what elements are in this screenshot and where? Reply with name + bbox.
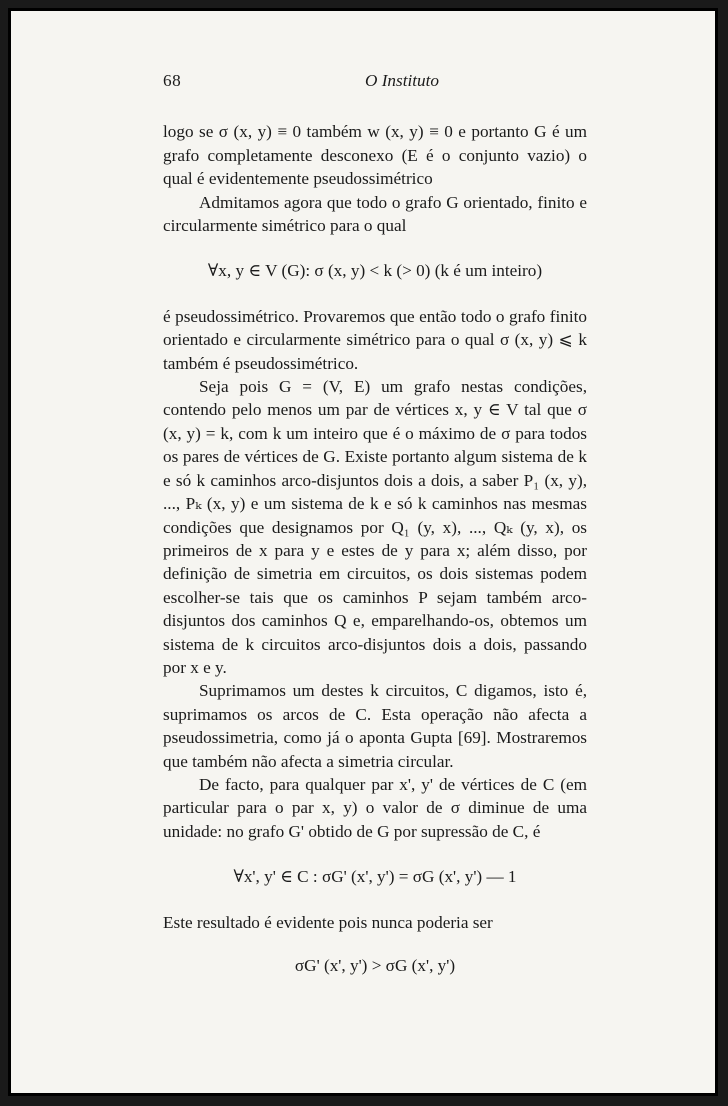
page-frame bbox=[8, 8, 718, 1096]
document-page bbox=[163, 69, 587, 1001]
paragraph-2: Admitamos agora que todo o grafo G orientado, finito e circularmente simétrico para o qual bbox=[163, 192, 587, 236]
paragraph-4: Seja pois G = (V, E) um grafo nestas condições, contendo pelo menos um par de vértices x, y ∈ V tal que σ (x, y) = k, com k um inteiro que é o máximo de σ para todos os pares de vértices de G. Existe portanto algum sistema de k e só k caminhos arco-disjuntos dois a dois, a saber P₁ (x, y), ..., Pₖ (x, y) e um sistema de k e só k caminhos nas mesmas condições que designamos por Q₁ (y, x), ..., Qₖ (y, x), os primeiros de x para y e estes de y para x; além disso, por definição de simetria em circuitos, os dois sistemas podem escolher-se tais que os caminhos P sejam também arco-disjuntos dos caminhos Q e, emparelhando-os, obtemos um sistema de k circuitos arco-disjuntos dois a dois, passando por x e y. bbox=[163, 377, 587, 677]
paragraph-5: Suprimamos um destes k circuitos, C digamos, isto é, suprimamos os arcos de C. Esta operação não afecta a pseudossimetria, como já o aponta Gupta [69]. Mostraremos que também não afecta a simetria circular. bbox=[163, 681, 587, 771]
formula-3: σG' (x', y') > σG (x', y') bbox=[294, 956, 456, 975]
paragraph-6: De facto, para qualquer par x', y' de vértices de C (em particular para o par x, y) o valor de σ diminue de uma unidade: no grafo G' obtido de G por supressão de C, é bbox=[163, 774, 587, 841]
page-number: 68 bbox=[163, 71, 182, 90]
formula-1: ∀x, y ∈ V (G): σ (x, y) < k (> 0) (k é um inteiro) bbox=[207, 261, 543, 281]
paragraph-3: é pseudossimétrico. Provaremos que então todo o grafo finito orientado e circularmente simétrico para o qual σ (x, y) ⩽ k também é pseudossimétrico. bbox=[163, 306, 587, 373]
page-header bbox=[163, 69, 587, 92]
running-title: O Instituto bbox=[364, 71, 439, 90]
paragraph-7: Este resultado é evidente pois nunca poderia ser bbox=[163, 912, 493, 932]
paragraph-1: logo se σ (x, y) ≡ 0 também w (x, y) ≡ 0 e portanto G é um grafo completamente desconexo (E é o conjunto vazio) o qual é evidentemente pseudossimétrico bbox=[163, 122, 587, 189]
formula-2: ∀x', y' ∈ C : σG' (x', y') = σG (x', y') — 1 bbox=[233, 867, 517, 887]
